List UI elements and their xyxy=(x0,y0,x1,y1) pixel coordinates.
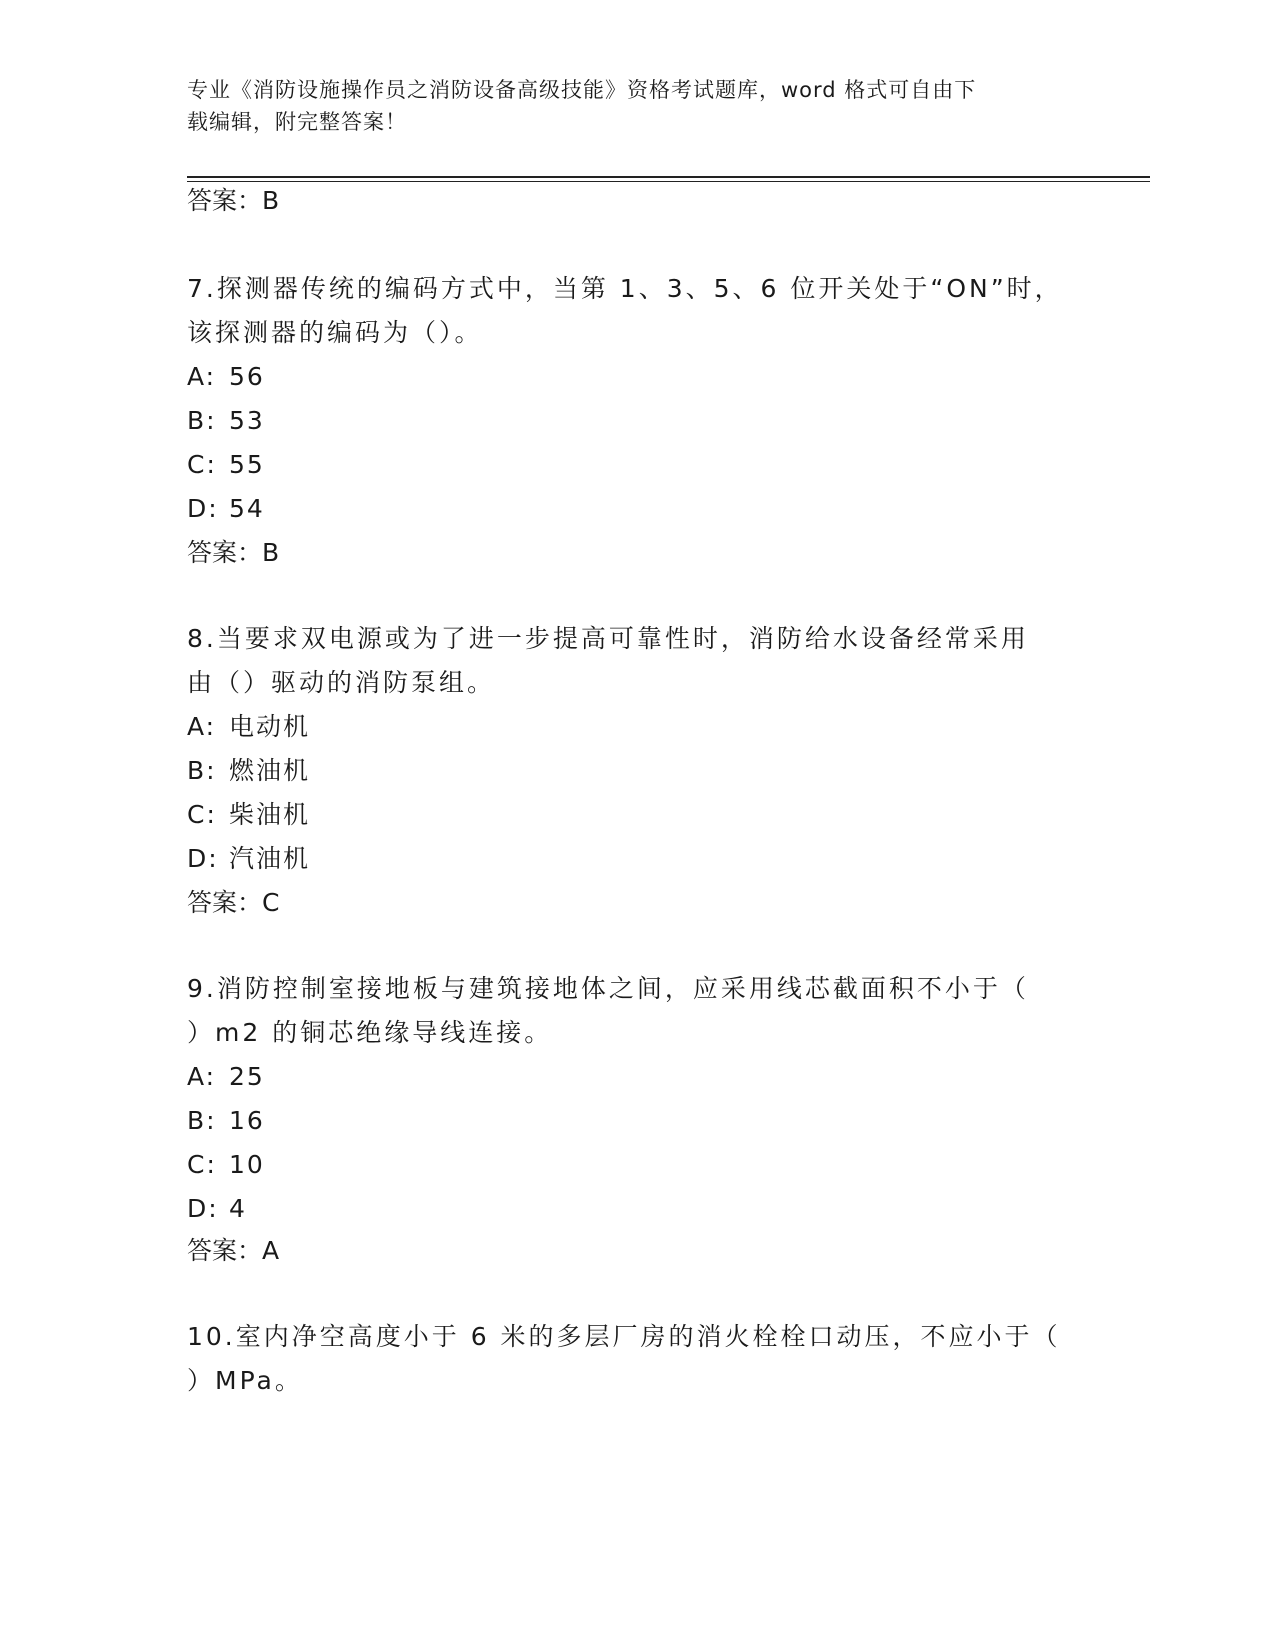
option-key: C: xyxy=(187,800,217,829)
question-7-line-2: 该探测器的编码为（）。 xyxy=(187,318,483,347)
question-9-line-2: ）m2 的铜芯绝缘导线连接。 xyxy=(187,1018,553,1047)
option-key: D: xyxy=(187,1194,219,1223)
option-text: 54 xyxy=(229,494,265,523)
header-rule-thin xyxy=(187,181,1150,182)
option-key: D: xyxy=(187,844,219,873)
question-9-option-c xyxy=(187,1150,265,1180)
option-text: 10 xyxy=(229,1150,265,1179)
question-9-answer: 答案：A xyxy=(187,1236,280,1265)
document-header xyxy=(187,74,1067,138)
option-key: A: xyxy=(187,712,217,741)
question-8-line-1: 8.当要求双电源或为了进一步提高可靠性时，消防给水设备经常采用 xyxy=(187,624,1029,653)
option-key: A: xyxy=(187,362,217,391)
question-9-option-d xyxy=(187,1194,247,1224)
option-text: 53 xyxy=(229,406,265,435)
option-key: B: xyxy=(187,756,217,785)
option-text: 16 xyxy=(229,1106,265,1135)
option-text: 56 xyxy=(229,362,265,391)
option-key: B: xyxy=(187,1106,217,1135)
question-8-option-c xyxy=(187,800,310,830)
option-text: 4 xyxy=(229,1194,247,1223)
header-rule-thick xyxy=(187,176,1150,178)
option-key: C: xyxy=(187,450,217,479)
option-key: A: xyxy=(187,1062,217,1091)
question-7-line-1: 7.探测器传统的编码方式中，当第 1、3、5、6 位开关处于“ON”时， xyxy=(187,274,1063,303)
question-9-line-1: 9.消防控制室接地板与建筑接地体之间，应采用线芯截面积不小于（ xyxy=(187,974,1029,1003)
prev-answer: 答案：B xyxy=(187,186,280,215)
question-8-option-d xyxy=(187,844,310,874)
question-7-option-b xyxy=(187,406,265,436)
header-line-1: 专业《消防设施操作员之消防设备高级技能》资格考试题库，word 格式可自由下 xyxy=(187,78,977,102)
option-text: 55 xyxy=(229,450,265,479)
option-key: C: xyxy=(187,1150,217,1179)
question-9-option-a xyxy=(187,1062,265,1092)
question-7-option-d xyxy=(187,494,265,524)
option-text: 电动机 xyxy=(229,712,311,741)
question-10-line-1: 10.室内净空高度小于 6 米的多层厂房的消火栓栓口动压，不应小于（ xyxy=(187,1322,1061,1351)
question-7-answer: 答案：B xyxy=(187,538,280,567)
header-line-2: 载编辑，附完整答案！ xyxy=(187,110,407,134)
option-text: 燃油机 xyxy=(229,756,311,785)
question-8-answer: 答案：C xyxy=(187,888,280,917)
option-text: 25 xyxy=(229,1062,265,1091)
question-8-option-a xyxy=(187,712,310,742)
option-text: 汽油机 xyxy=(229,844,311,873)
question-8-option-b xyxy=(187,756,310,786)
option-key: D: xyxy=(187,494,219,523)
question-7-option-c xyxy=(187,450,265,480)
option-key: B: xyxy=(187,406,217,435)
question-7-option-a xyxy=(187,362,265,392)
question-9-option-b xyxy=(187,1106,265,1136)
question-8-line-2: 由（）驱动的消防泵组。 xyxy=(187,668,496,697)
question-10-line-2: ）MPa。 xyxy=(187,1366,303,1395)
option-text: 柴油机 xyxy=(229,800,311,829)
